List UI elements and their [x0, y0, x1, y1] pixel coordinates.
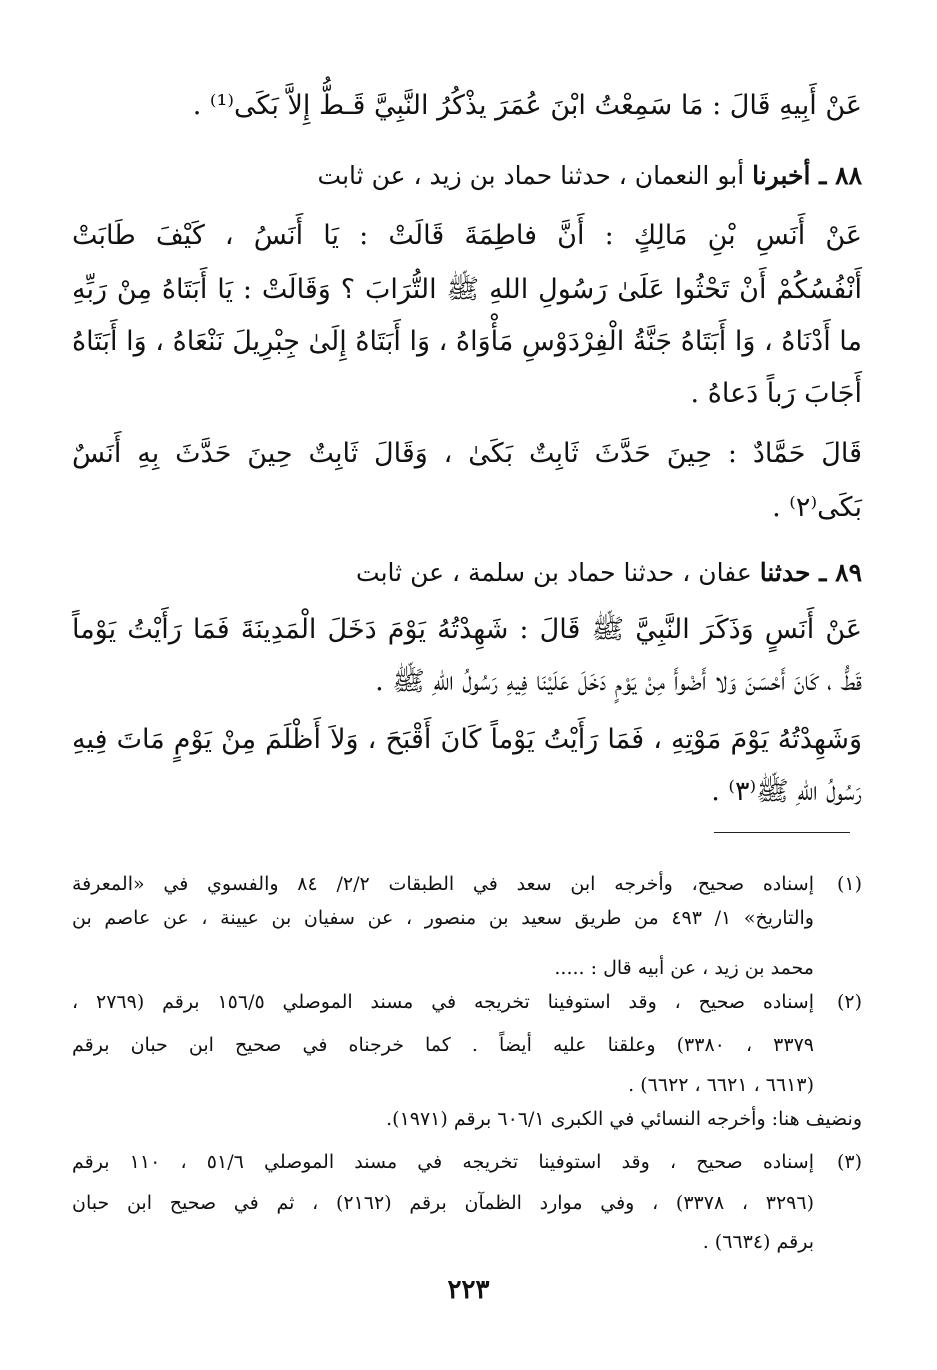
hadith-88-number: ٨٨ ـ أخبرنا	[752, 161, 862, 190]
footnote-2-line: ونضيف هنا: وأخرجه النسائي في الكبرى ٦٠٦/١ برقم (١٩٧١).	[386, 1108, 862, 1130]
footnote-1-line: والتاريخ» ١/ ٤٩٣ من طريق سعيد بن منصور ، عن سفيان بن عيينة ، عن عاصم بن	[72, 907, 814, 929]
hadith-89-text-line: رَسُولُ اللهِ ﷺ⁽٣⁾ .	[711, 776, 862, 807]
hadith-88-chain: أبو النعمان ، حدثنا حماد بن زيد ، عن ثابت	[317, 161, 753, 190]
hadith-89-text-line: وَشَهِدْتُهُ يَوْمَ مَوْتِهِ ، فَمَا رَأَيْتُ يَوْماً كَانَ أَقْبَحَ ، وَلاَ أَظْلَمَ مِنْ يَوْمٍ مَاتَ فِيهِ	[72, 724, 862, 755]
hadith-87-ending: عَنْ أَبِيهِ قَالَ : مَا سَمِعْتُ ابْنَ عُمَرَ يذْكُرُ النَّبِيَّ قَـطُّ إِلاَّ بَكَى⁽¹⁾ .	[192, 90, 862, 121]
hadith-89-number: ٨٩ ـ حدثنا	[759, 558, 862, 587]
hadith-89-text-line: عَنْ أَنَسٍ وَذَكَرَ النَّبِيَّ ﷺ قَالَ : شَهِدْتُهُ يَوْمَ دَخَلَ الْمَدِينَةَ فَمَا رَأَيْتُ يَوْماً	[72, 614, 862, 645]
footnote-2-line: (٢) إسناده صحيح ، وقد استوفينا تخريجه في مسند الموصلي ١٥٦/٥ برقم (٢٧٦٩ ،	[72, 987, 862, 1017]
hadith-88-text-line: عَنْ أَنَسِ بْنِ مَالِكٍ : أَنَّ فاطِمَةَ قَالَتْ : يَا أَنَسُ ، كَيْفَ طَابَتْ	[72, 220, 862, 251]
hadith-88-text-line: ما أَدْنَاهُ ، وَا أَبَتَاهُ جَنَّةُ الْفِرْدَوْسِ مَأْوَاهُ ، وَا أَبَتَاهُ إِلَىٰ جِبْرِيلَ نَنْعَاهُ ، وَا أَبَتَاهُ	[72, 326, 862, 357]
footnote-2-number: (٢)	[836, 991, 862, 1013]
footnote-3-line: (٣) إسناده صحيح ، وقد استوفينا تخريجه في مسند الموصلي ٥١/٦ ، ١١٠ برقم	[72, 1147, 862, 1177]
footnote-3-number: (٣)	[836, 1151, 862, 1173]
hadith-88-comment-line: قَالَ حَمَّادٌ : حِينَ حَدَّثَ ثَابِتٌ بَكَىٰ ، وَقَالَ ثَابِتٌ حِينَ حَدَّثَ بِهِ أَنَسٌ	[72, 438, 862, 469]
footnote-2-line: ٣٣٧٩ ، ٣٣٨٠) وعلقنا عليه أيضاً . كما خرجناه في صحيح ابن حبان برقم	[72, 1034, 814, 1056]
footnote-3-line: برقم (٦٦٣٤) .	[702, 1231, 814, 1253]
hadith-88-text-line: أَجَابَ رَباً دَعاهُ .	[690, 378, 862, 409]
footnote-3-line: (٣٢٩٦ ، ٣٣٧٨) ، وفي موارد الظمآن برقم (٢١٦٢) ، ثم في صحيح ابن حبان	[72, 1192, 814, 1214]
hadith-88-comment-line: بَكَى⁽٢⁾ .	[772, 492, 862, 523]
page-number: ٢٢٣	[447, 1275, 490, 1305]
footnote-2-line: (٦٦١٣ ، ٦٦٢١ ، ٦٦٢٢) .	[628, 1074, 814, 1096]
footnote-1-line: محمد بن زيد ، عن أبيه قال : .....	[554, 957, 814, 979]
hadith-89-isnad	[72, 553, 862, 593]
hadith-89-chain: عفان ، حدثنا حماد بن سلمة ، عن ثابت	[356, 558, 760, 587]
hadith-88-text-line: أَنْفُسُكُمْ أَنْ تَحْثُوا عَلَىٰ رَسُولِ اللهِ ﷺ التُّرَابَ ؟ وَقَالَتْ : يَا أَبَتَاهُ مِنْ رَبِّهِ	[72, 274, 862, 305]
hadith-89-text-line: قَطُّ ، كَانَ أَحْسَنَ وَلا أَضْوأَ مِنْ يَوْمٍ دَخَلَ عَلَيْنَا فِيهِ رَسُولُ اللهِ ﷺ .	[375, 666, 862, 697]
hadith-88-isnad	[72, 156, 862, 196]
footnote-1-line: (١) إسناده صحيح، وأخرجه ابن سعد في الطبقات ٢/٢/ ٨٤ والفسوي في «المعرفة	[72, 869, 862, 899]
footnote-separator	[714, 832, 850, 833]
footnote-1-number: (١)	[836, 873, 862, 895]
